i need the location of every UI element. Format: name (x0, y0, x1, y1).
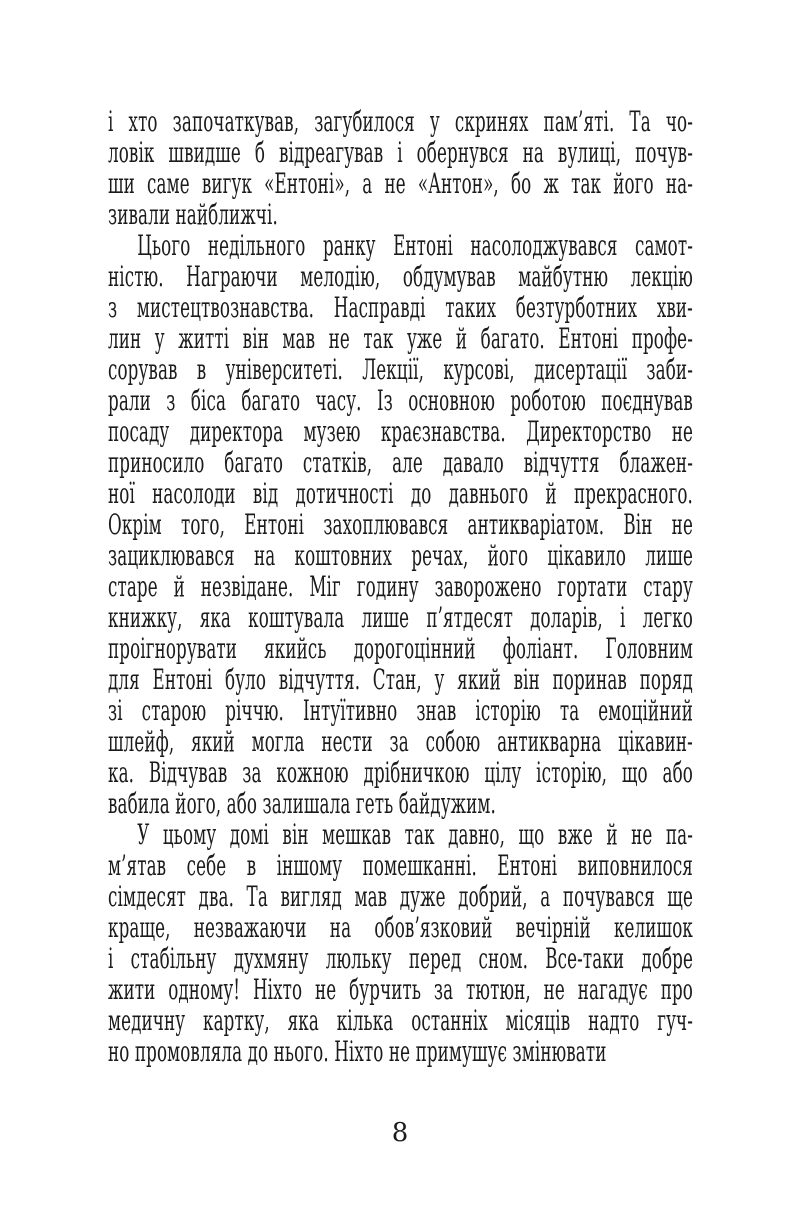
text-line: ної насолоди від дотичності до давнього й прекрасного. (108, 477, 693, 510)
text-line: старе й незвідане. Міг годину заворожено гортати стару (108, 570, 693, 603)
text-line: медичну картку, яка кілька останніх місяців надто гуч- (108, 1004, 693, 1037)
text-line: вабила його, або залишала геть байдужим. (108, 787, 496, 820)
text-line: приносило багато статків, але давало відчуття блажен- (108, 446, 693, 479)
paragraph (108, 230, 693, 819)
text-line: зі старою річчю. Інтуїтивно знав історію та емоційний (108, 694, 693, 727)
text-line: книжку, яка коштувала лише п’ятдесят доларів, і легко (108, 601, 693, 634)
text-line: ловік швидше б відреагував і обернувся на вулиці, почув- (108, 136, 693, 169)
text-line: з мистецтвознавства. Насправді таких безтурботних хви- (108, 291, 693, 324)
text-line: жити одному! Ніхто не бурчить за тютюн, не нагадує про (108, 973, 693, 1006)
text-line: рали з біса багато часу. Із основною роботою поєднував (108, 384, 693, 417)
text-line: сімдесят два. Та вигляд мав дуже добрий, а почувався ще (108, 880, 693, 913)
page-number: 8 (391, 1118, 409, 1148)
text-line: лин у житті він мав не так уже й багато. Ентоні профе- (108, 322, 693, 355)
text-block (108, 106, 693, 1067)
text-line: проігнорувати якийсь дорогоцінний фоліант. Головним (108, 632, 693, 665)
text-line: Цього недільного ранку Ентоні насолоджувався самот- (137, 229, 693, 262)
text-line: і хто започаткував, загубилося у скринях пам’яті. Та чо- (108, 105, 693, 138)
text-line: сорував в університеті. Лекції, курсові, дисертації заби- (108, 353, 693, 386)
paragraph (108, 106, 693, 230)
text-line: шлейф, який могла нести за собою антикварна цікавин- (108, 725, 693, 758)
text-line: і стабільну духмяну люльку перед сном. Все-таки добре (108, 942, 693, 975)
text-line: зациклювався на коштовних речах, його цікавило лише (108, 539, 693, 572)
text-line: но промовляла до нього. Ніхто не примушує змінювати (108, 1035, 607, 1068)
text-line: ністю. Награючи мелодію, обдумував майбутню лекцію (108, 260, 693, 293)
paragraph (108, 819, 693, 1067)
text-line: зивали найближчі. (108, 198, 278, 231)
text-line: посаду директора музею краєзнавства. Директорство не (108, 415, 693, 448)
text-line: ши саме вигук «Ентоні», а не «Антон», бо ж так його на- (108, 167, 693, 200)
text-line: м’ятав себе в іншому помешканні. Ентоні виповнилося (108, 849, 693, 882)
text-line: Окрім того, Ентоні захоплювався антикваріатом. Він не (108, 508, 693, 541)
text-line: ка. Відчував за кожною дрібничкою цілу історію, що або (108, 756, 693, 789)
text-line: краще, незважаючи на обов’язковий вечірній келишок (108, 911, 693, 944)
text-line: для Ентоні було відчуття. Стан, у який він поринав поряд (108, 663, 693, 696)
text-line: У цьому домі він мешкав так давно, що вже й не па- (137, 818, 693, 851)
